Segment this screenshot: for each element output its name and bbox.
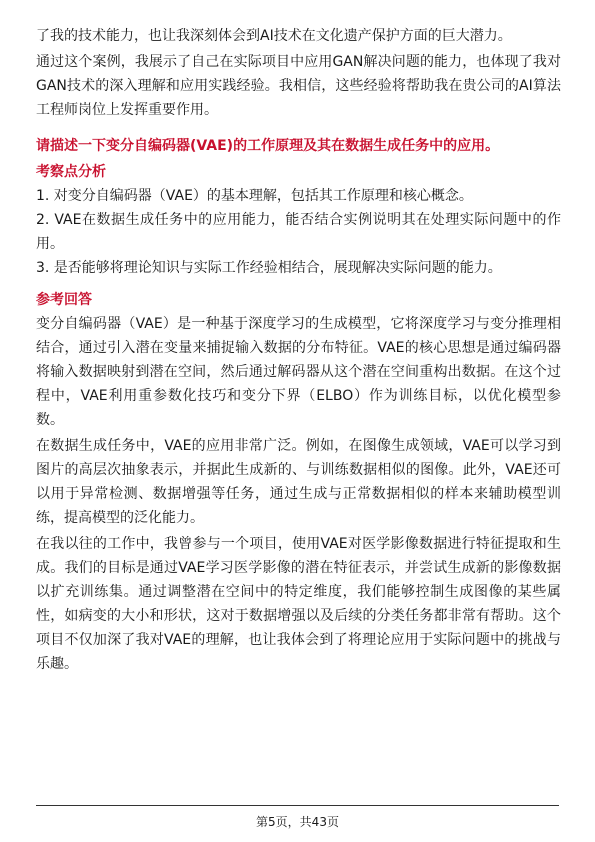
answer-paragraph-1: 变分自编码器（VAE）是一种基于深度学习的生成模型，它将深度学习与变分推理相结合，通过引入潜在变量来捕捉输入数据的分布特征。VAE的核心思想是通过编码器将输入数据映射到潜在空间，然后通过解码器从这个潜在空间重构出数据。在这个过程中，VAE利用重参数化技巧和变分下界（ELBO）作为训练目标，以优化模型参数。 [36, 316, 561, 428]
analysis-item-2: 2. VAE在数据生成任务中的应用能力，能否结合实例说明其在处理实际问题中的作用。 [36, 212, 561, 252]
document-page [36, 24, 561, 676]
page-number: 第5页，共43页 [256, 815, 339, 829]
answer-section-title: 参考回答 [36, 292, 92, 308]
answer-paragraph-3: 在我以往的工作中，我曾参与一个项目，使用VAE对医学影像数据进行特征提取和生成。我们的目标是通过VAE学习医学影像的潜在特征表示，并尝试生成新的影像数据以扩充训练集。通过调整潜在空间中的特定维度，我们能够控制生成图像的某些属性，如病变的大小和形状，这对于数据增强以及后续的分类任务都非常有帮助。这个项目不仅加深了我对VAE的理解，也让我体会到了将理论应用于实际问题中的挑战与乐趣。 [36, 536, 561, 672]
intro-paragraph-2: 通过这个案例，我展示了自己在实际项目中应用GAN解决问题的能力，也体现了我对GAN技术的深入理解和应用实践经验。我相信，这些经验将帮助我在贵公司的AI算法工程师岗位上发挥重要作用。 [36, 54, 561, 118]
footer-divider [36, 805, 559, 806]
analysis-item-1: 1. 对变分自编码器（VAE）的基本理解，包括其工作原理和核心概念。 [36, 188, 473, 204]
intro-paragraph-1: 了我的技术能力，也让我深刻体会到AI技术在文化遗产保护方面的巨大潜力。 [36, 28, 512, 44]
analysis-item-3: 3. 是否能够将理论知识与实际工作经验相结合，展现解决实际问题的能力。 [36, 260, 502, 276]
interview-question: 请描述一下变分自编码器(VAE)的工作原理及其在数据生成任务中的应用。 [36, 138, 500, 154]
analysis-section-title: 考察点分析 [36, 164, 106, 180]
answer-paragraph-2: 在数据生成任务中，VAE的应用非常广泛。例如，在图像生成领域，VAE可以学习到图片的高层次抽象表示，并据此生成新的、与训练数据相似的图像。此外，VAE还可以用于异常检测、数据增强等任务，通过生成与正常数据相似的样本来辅助模型训练，提高模型的泛化能力。 [36, 438, 561, 526]
